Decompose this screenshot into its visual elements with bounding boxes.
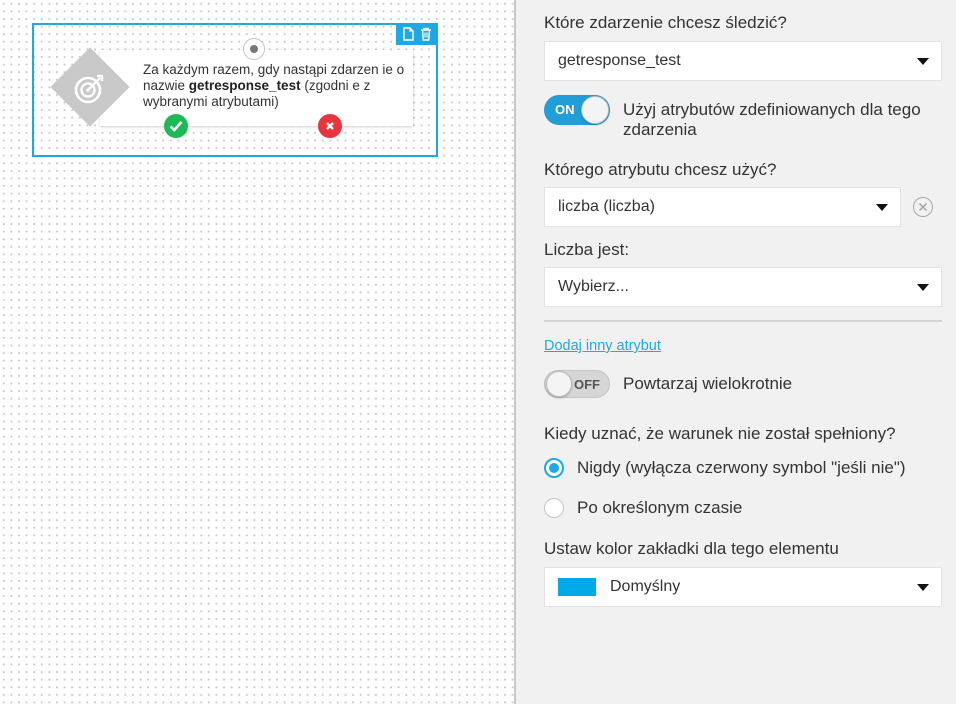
radio-after-time[interactable] [544,498,742,518]
duplicate-icon[interactable] [401,26,415,42]
color-select[interactable] [544,567,942,607]
clear-attribute-button[interactable] [913,197,933,217]
target-icon [69,67,111,109]
number-select-value: Wybierz... [558,278,629,295]
attributes-toggle[interactable] [544,95,610,125]
color-select-value: Domyślny [610,578,681,595]
toggle-knob [546,371,572,397]
attribute-question-label: Którego atrybutu chcesz użyć? [544,160,777,179]
radio-never-label: Nigdy (wyłącza czerwony symbol "jeśli nie") [577,458,906,477]
event-question-label: Które zdarzenie chcesz śledzić? [544,13,787,32]
color-swatch [558,578,596,596]
condition-question-label: Kiedy uznać, że warunek nie został spełniony? [544,424,896,443]
x-icon [325,121,335,131]
chevron-down-icon [917,584,929,591]
radio-after-time-label: Po określonym czasie [577,498,743,517]
close-icon [918,202,928,212]
attribute-select[interactable] [544,187,901,227]
node-text-before: Za każdym razem, gdy nastąpi zdarzen ie o nazwie [143,62,405,93]
chevron-down-icon [917,58,929,65]
radio-button[interactable] [544,498,564,518]
color-label: Ustaw kolor zakładki dla tego elementu [544,539,839,558]
input-connector[interactable] [243,38,265,60]
check-icon [169,120,183,132]
divider [544,320,942,322]
trash-icon[interactable] [419,26,433,42]
repeat-toggle-state: OFF [574,377,600,392]
chevron-down-icon [917,284,929,291]
repeat-toggle[interactable] [544,370,610,398]
add-attribute-link[interactable]: Dodaj inny atrybut [544,338,661,354]
yes-connector[interactable] [164,114,188,138]
node-text-after: (zgodni e z wybranymi atrybutami) [143,78,371,109]
number-operator-select[interactable] [544,267,942,307]
attributes-toggle-label: Użyj atrybutów zdefiniowanych dla tego zdarzenia [623,100,921,139]
attribute-select-value: liczba (liczba) [558,198,655,215]
event-select[interactable] [544,41,942,81]
radio-never[interactable] [544,458,906,478]
attributes-toggle-state: ON [555,102,575,117]
node-event-name: getresponse_test [188,78,301,93]
node-description [143,62,405,110]
node-toolbar [396,23,438,45]
toggle-knob [581,96,609,124]
number-label: Liczba jest: [544,240,630,259]
no-connector[interactable] [318,114,342,138]
radio-button[interactable] [544,458,564,478]
repeat-toggle-label: Powtarzaj wielokrotnie [623,374,793,393]
event-select-value: getresponse_test [558,52,681,69]
chevron-down-icon [876,204,888,211]
node-card[interactable] [100,50,413,126]
settings-panel [516,0,956,704]
